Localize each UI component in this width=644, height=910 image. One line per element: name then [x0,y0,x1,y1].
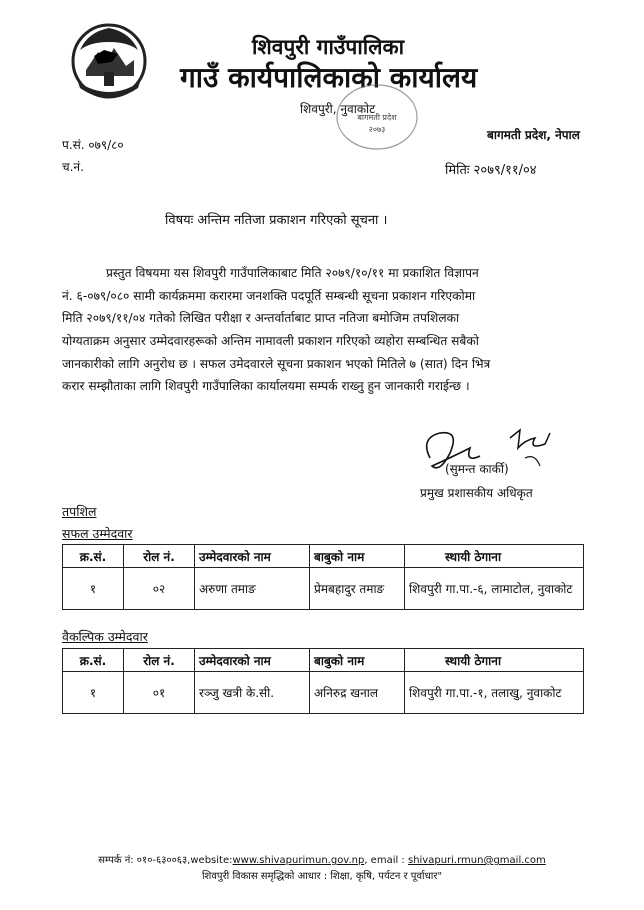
office-seal-stamp [334,82,420,152]
table-row [63,568,584,610]
body-line: करार सम्झौताका लागि शिवपुरी गाउँपालिका कार्यालयमा सम्पर्क राख्नु हुन जानकारी गराईन्छ । [62,379,470,394]
subject-line: विषयः अन्तिम नतिजा प्रकाशन गरिएको सूचना । [165,213,388,228]
email-link[interactable]: shivapuri.rmun@gmail.com [407,855,546,866]
successful-table [62,544,584,610]
successful-heading: सफल उम्मेदवार [62,526,133,541]
body-line: जानकारीको लागि अनुरोध छ । सफल उमेदवारले सूचना प्रकाशन भएको मितिले ७ (सात) दिन भित्र [62,356,491,371]
column-header: उम्मेदवारको नाम [195,649,310,672]
table-cell: १ [63,568,124,610]
body-line: मिति २०७९/११/०४ गतेको लिखित परीक्षा र अन्तर्वार्ताबाट प्राप्त नतिजा बमोजिम तपशिलका [62,311,460,326]
dispatch-number: च.नं. [62,160,84,174]
column-header: रोल नं. [124,545,195,568]
column-header: क्र.सं. [63,649,124,672]
body-line: योग्यताक्रम अनुसार उम्मेदवारहरूको अन्तिम नामावली प्रकाशन गरिएको व्यहोरा सम्बन्धित सबैको [62,334,479,349]
table-cell: प्रेमबहादुर तमाङ [310,568,405,610]
org-name: शिवपुरी गाउँपालिका [252,35,405,59]
table-row [63,672,584,714]
signature-image [410,418,570,488]
footer-motto: शिवपुरी विकास समृद्धिको आधार : शिक्षा, कृषि, पर्यटन र पूर्वाधार" [201,871,443,882]
table-cell: ०१ [124,672,195,714]
province: बागमती प्रदेश, नेपाल [487,128,580,142]
signatory-name: (सुमन्त कार्की) [445,462,509,476]
column-header: बाबुको नाम [310,649,405,672]
body-line: प्रस्तुत विषयमा यस शिवपुरी गाउँपालिकाबाट मिति २०७९/१०/११ मा प्रकाशित विज्ञापन [106,266,479,280]
alternate-heading: वैकल्पिक उम्मेदवार [62,629,148,644]
table-cell: ०२ [124,568,195,610]
office-location: शिवपुरी, नुवाकोट [300,102,376,116]
table-cell: अनिरुद्र खनाल [310,672,405,714]
office-name: गाउँ कार्यपालिकाको कार्यालय [180,61,478,94]
table-header-row [63,545,584,568]
footer-contact [0,852,644,866]
table-cell: शिवपुरी गा.पा.-६, लामाटोल, नुवाकोट [405,568,584,610]
alternate-table [62,648,584,714]
column-header: उम्मेदवारको नाम [195,545,310,568]
website-link[interactable]: www.shivapurimun.gov.np [232,855,365,866]
column-header: रोल नं. [124,649,195,672]
email-label: , email : [364,855,405,866]
signatory-title: प्रमुख प्रशासकीय अधिकृत [420,486,533,500]
column-header: स्थायी ठेगाना [405,649,584,672]
details-heading: तपशिल [62,504,97,519]
table-cell: शिवपुरी गा.पा.-१, तलाखु, नुवाकोट [405,672,584,714]
column-header: बाबुको नाम [310,545,405,568]
svg-text:बागमती प्रदेश: बागमती प्रदेश [357,113,397,122]
column-header: स्थायी ठेगाना [405,545,584,568]
contact-number: सम्पर्क नं: ०१०-६३००६३,website: [98,855,233,866]
letter-number: प.सं. ०७९/८० [62,138,124,152]
table-cell: अरुणा तमाङ [195,568,310,610]
svg-text:२०७३: २०७३ [368,125,386,134]
table-header-row [63,649,584,672]
table-cell: १ [63,672,124,714]
nepal-emblem-icon [68,20,150,106]
table-cell: रञ्जु खत्री के.सी. [195,672,310,714]
letter-date: मितिः २०७९/११/०४ [445,163,537,178]
column-header: क्र.सं. [63,545,124,568]
notice-body [62,262,580,398]
body-line: नं. ६-०७९/०८० सामी कार्यक्रममा करारमा जनशक्ति पदपूर्ति सम्बन्धी सूचना प्रकाशन गरिएकोमा [62,288,476,303]
